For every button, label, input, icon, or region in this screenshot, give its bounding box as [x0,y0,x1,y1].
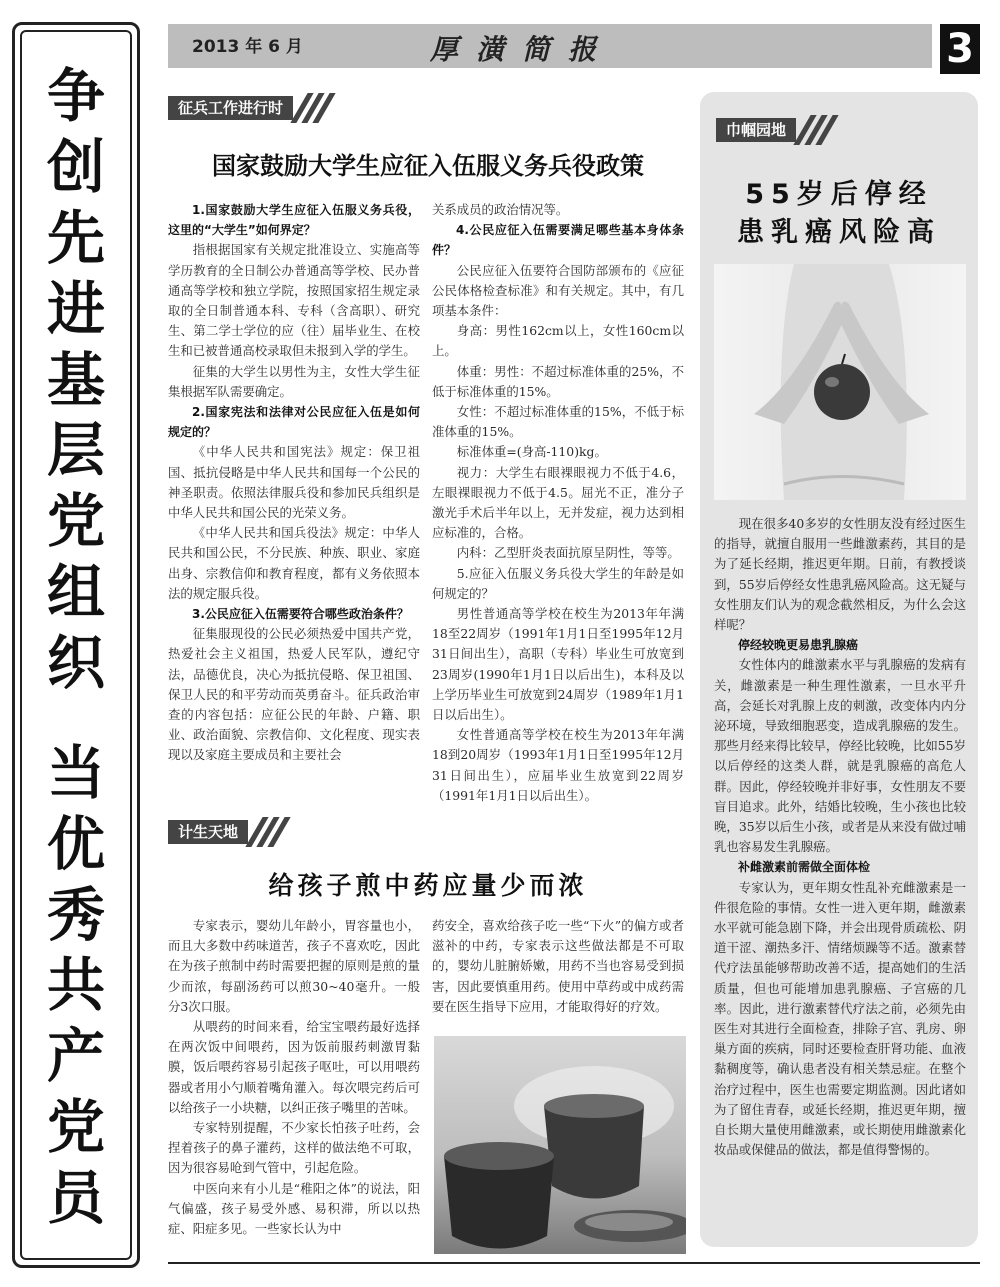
slogan-character: 层 [46,416,105,485]
article-subheading: 4.公民应征入伍需要满足哪些基本身体条件？ [432,223,684,258]
article-paragraph: 专家特别提醒，不少家长怕孩子吐药，会捏着孩子的鼻子灌药，这样的做法绝不可取，因为很容易呛到气管中，引起危险。 [168,1120,420,1176]
article-paragraph: 内科：乙型肝炎表面抗原呈阴性，等等。 [456,545,680,561]
newspaper-title: 厚潢简报 [430,33,615,66]
article-paragraph: 体重：男性：不超过标准体重的25%，不低于标准体重的15%。 [432,363,684,399]
article-paragraph: 公民应征入伍要符合国防部颁布的《应征公民体格检查标准》和有关规定。其中，有几项基本条件： [432,262,684,319]
section-tag-family-planning [168,820,282,844]
slogan-character: 进 [46,274,105,343]
article-subheading: 补雌激素前需做全面体检 [738,860,871,875]
article-paragraph: 专家表示，婴幼儿年龄小，胃容量也小，而且大多数中药味道苦，孩子不喜欢吃，因此在为孩子煎制中药时需要把握的原则是煎的量少而浓，每副汤药可以煎30~40毫升。一般分3次口服。 [168,918,420,1014]
tea-cups-icon [434,1036,686,1254]
headline-recruitment: 国家鼓励大学生应征入伍服义务兵役政策 [212,152,644,180]
slogan-character: 党 [46,487,105,556]
article-paragraph: 《中华人民共和国兵役法》规定：中华人民共和国公民，不分民族、种族、职业、家庭出身、宗教信仰和教育程度，都有义务依照本法的规定服兵役。 [168,525,420,601]
article-medicine-col2 [432,916,684,1026]
article-paragraph: 从喂药的时间来看，给宝宝喂药最好选择在两次饭中间喂药，因为饭前服药刺激胃黏膜，饭后喂药容易引起孩子呕吐，可以用喂药器或者用小勺顺着嘴角灌入。每次喂完药后可以给孩子一小块糖，以纠正孩子嘴里的苦味。 [168,1019,420,1115]
article-paragraph: 女性体内的雌激素水平与乳腺癌的发病有关，雌激素是一种生理性激素，一旦水平升高，会延长对乳腺上皮的刺激，改变体内内分泌环境，导致细胞恶变，造成乳腺癌的发生。那些月经来得比较早，停经比较晚，比如55岁以后停经的这类人群，就是乳腺癌的高危人群。因此，停经较晚并非好事，女性朋友不要盲目追求。此外，结婚比较晚，生小孩也比较晚，35岁以后生小孩，或者是从来没有做过哺乳也容易发生乳腺癌。 [714,657,966,855]
slogan-character: 产 [46,1022,105,1091]
article-paragraph: 征集服现役的公民必须热爱中国共产党，热爱社会主义祖国，热爱人民军队，遵纪守法，品德优良，决心为抵抗侵略、保卫祖国、保卫人民的和平劳动而英勇奋斗。征兵政治审查的内容包括：应征公民的年龄、户籍、职业、政治面貌、宗教信仰、文化程度、现实表现以及家庭主要成员和主要社会 [168,626,420,763]
article-paragraph: 身高：男性162cm以上，女性160cm以上。 [432,323,684,359]
article-subheading: 停经较晚更易患乳腺癌 [738,638,859,653]
issue-date: 2013 年 6 月 [192,37,303,57]
article-subheading: 3.公民应征入伍需要符合哪些政治条件？ [192,607,409,622]
section-tag-label: 巾帼园地 [716,118,796,142]
slogan-character: 党 [46,1093,105,1162]
slogan-character: 组 [46,558,105,627]
slogan-character: 创 [46,132,105,201]
article-paragraph: 专家认为，更年期女性乱补充雌激素是一件很危险的事情。女性一进入更年期，雌激素水平就可能急剧下降，并会出现骨质疏松、阴道干涩、潮热多汗、情绪烦躁等不适。激素替代疗法虽能够帮助改善不适，提高她们的生活质量，但也可能增加患乳腺癌、子宫癌的几率。因此，进行激素替代疗法之前，必须先由医生对其进行全面检查，排除子宫、乳房、卵巢方面的疾病，同时还要检查肝肾功能、血液黏稠度等，确认患者没有相关禁忌症。在整个治疗过程中，医生也需要定期监测。因此诸如为了留住青春，或延长经期，推迟更年期，擅自长期大量使用雌激素，或长期使用雌激素化妆品或保健品的做法，都是值得警惕的。 [714,879,966,1158]
slogan-character: 当 [46,738,105,807]
article-paragraph: 征集的大学生以男性为主，女性大学生征集根据军队需要确定。 [168,363,420,399]
article-paragraph: 男性普通高等学校在校生为2013年年满18至22周岁（1991年1月1日至1995年12月31日间出生），高职（专科）毕业生可放宽到23周岁(1990年1月1日以后出生)，本科及以上学历毕业生可放宽到24周岁（1989年1月1日以后出生）。 [432,606,684,723]
slogan-banner [20,30,132,1260]
article-paragraph: 标准体重=(身高-110)kg。 [456,444,607,460]
article-recruitment-col1 [168,200,420,804]
article-paragraph: 关系成员的政治情况等。 [432,202,569,217]
article-paragraph: 中医向来有小儿是“稚阳之体”的说法，阳气偏盛，孩子易受外感、易积滞，所以以热症、阳症多见。一些家长认为中 [168,1180,420,1237]
sidebar-article [714,514,966,1238]
article-paragraph: 《中华人民共和国宪法》规定：保卫祖国、抵抗侵略是中华人民共和国每一个公民的神圣职责。依照法律服兵役和参加民兵组织是中华人民共和国公民的光荣义务。 [168,444,420,521]
tag-stripes-icon [802,118,830,142]
slogan-character: 秀 [46,880,105,949]
slogan-character: 优 [46,809,105,878]
section-tag-label: 计生天地 [168,820,248,844]
slogan-character: 基 [46,345,105,414]
tea-cups-photo [434,1036,686,1254]
article-paragraph: 女性：不超过标准体重的15%，不低于标准体重的15%。 [432,404,684,440]
page-number: 3 [940,24,980,74]
article-paragraph: 指根据国家有关规定批准设立、实施高等学历教育的全日制公办普通高等学校、民办普通高等学校和独立学院，按照国家招生规定录取的全日制普通本科、专科（含高职）、研究生、第二学士学位的应（往）届毕业生、在校生和已被普通高校录取但未报到入学的学生。 [168,242,420,359]
article-subheading: 2.国家宪法和法律对公民应征入伍是如何规定的？ [168,405,420,440]
section-tag-women [716,118,830,142]
slogan-character: 员 [46,1164,105,1232]
section-tag-label: 征兵工作进行时 [168,96,293,120]
section-tag-recruitment [168,96,327,120]
slogan-character: 争 [46,62,105,130]
bottom-rule [168,1262,980,1264]
woman-apple-photo [714,264,966,500]
slogan-character: 共 [46,951,105,1020]
article-paragraph: 药安全，喜欢给孩子吃一些“下火”的偏方或者滋补的中药，专家表示这些做法都是不可取的，婴幼儿脏腑娇嫩，用药不当也容易受到损害，因此要慎重用药。使用中草药或中成药需要在医生指导下应用，才能取得好的疗效。 [432,918,684,1014]
slogan-character: 先 [46,203,105,272]
article-subheading: 1.国家鼓励大学生应征入伍服义务兵役，这里的“大学生”如何界定？ [168,203,420,238]
article-paragraph: 5.应征入伍服义务兵役大学生的年龄是如何规定的？ [432,565,684,601]
woman-holding-apple-icon [714,264,966,500]
article-paragraph: 现在很多40多岁的女性朋友没有经过医生的指导，就擅自服用一些雌激素药，其目的是为了延长经期，推迟更年期。日前，有教授谈到，55岁后停经女性患乳癌风险高。这无疑与女性朋友们认为的观念截然相反，为什么会这样呢？ [714,516,966,633]
tag-stripes-icon [299,96,327,120]
article-medicine-col1 [168,916,420,1252]
article-paragraph: 视力：大学生右眼裸眼视力不低于4.6，左眼裸眼视力不低于4.5。屈光不正，准分子激光手术后半年以上，无并发症，视力达到相应标准的，合格。 [432,464,684,541]
slogan-character: 织 [46,629,105,697]
article-paragraph: 女性普通高等学校在校生为2013年年满18到20周岁（1993年1月1日至1995年12月31日间出生），应届毕业生放宽到22周岁（1991年1月1日以后出生）。 [432,727,684,803]
sidebar-title-line2: 患乳癌风险高 [737,217,941,248]
sidebar-title-line1: 55岁后停经 [745,179,933,210]
headline-herbal-medicine: 给孩子煎中药应量少而浓 [268,871,588,900]
tag-stripes-icon [254,820,282,844]
article-recruitment-col2 [432,200,684,804]
